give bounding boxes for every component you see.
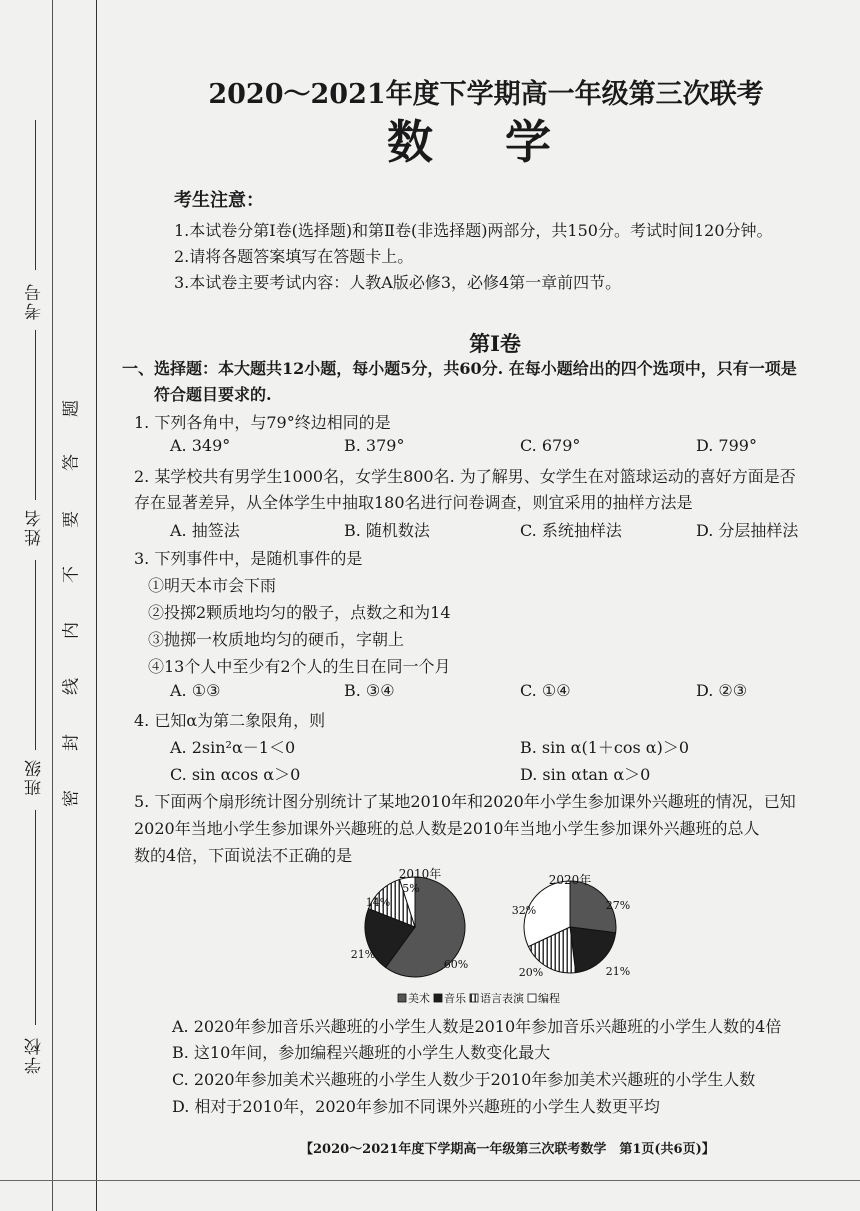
question-2-stem-cont: 存在显著差异，从全体学生中抽取180名进行问卷调查，则宜采用的抽样方法是 <box>134 493 693 512</box>
legend-swatch <box>398 994 406 1002</box>
notice-item: 2.请将各题答案填写在答题卡上。 <box>174 247 414 266</box>
question-3-stem: 3. 下列事件中，是随机事件的是 <box>134 549 363 568</box>
pie-slice-label: 21% <box>605 965 631 978</box>
section-title: 第Ⅰ卷 <box>469 331 521 356</box>
q3-item: ②投掷2颗质地均匀的骰子，点数之和为14 <box>148 603 451 622</box>
notice-item: 1.本试卷分第Ⅰ卷(选择题)和第Ⅱ卷(非选择题)两部分，共150分。考试时间120分钟。 <box>174 221 773 240</box>
school-label: 学校 <box>25 1036 45 1074</box>
q2-option-b: B. 随机数法 <box>344 521 430 540</box>
legend-swatch <box>528 994 536 1002</box>
seal-char: 答 <box>61 454 82 471</box>
q3-option-a: A. ①③ <box>170 681 221 700</box>
q3-option-d: D. ②③ <box>696 681 748 700</box>
notice-item: 3.本试卷主要考试内容：人教A版必修3，必修4第一章前四节。 <box>174 273 622 292</box>
q3-option-b: B. ③④ <box>344 681 395 700</box>
q5-option-b: B. 这10年间，参加编程兴趣班的小学生人数变化最大 <box>172 1043 551 1062</box>
q2-option-c: C. 系统抽样法 <box>520 521 622 540</box>
legend-label: 音乐 <box>444 992 466 1005</box>
q3-option-c: C. ①④ <box>520 681 571 700</box>
question-5-stem-cont2: 数的4倍，下面说法不正确的是 <box>134 846 353 865</box>
legend-label: 编程 <box>538 992 560 1005</box>
exam-title: 2020～2021年度下学期高一年级第三次联考 <box>208 79 764 110</box>
question-5-stem: 5. 下面两个扇形统计图分别统计了某地2010年和2020年小学生参加课外兴趣班的情况，已知 <box>134 792 796 811</box>
class-blank <box>35 560 36 750</box>
pie-slice-label: 21% <box>350 948 376 961</box>
q2-option-d: D. 分层抽样法 <box>696 521 799 540</box>
subject-title: 数学 <box>387 115 623 169</box>
seal-char: 密 <box>61 790 82 807</box>
pie-slice-label: 5% <box>402 882 420 895</box>
pie-slice-label: 60% <box>443 958 469 971</box>
seal-char: 要 <box>61 511 82 528</box>
q4-option-c: C. sin αcos α＞0 <box>170 765 301 784</box>
q5-option-c: C. 2020年参加美术兴趣班的小学生人数少于2010年参加美术兴趣班的小学生人数 <box>172 1070 756 1089</box>
question-5-stem-cont: 2020年当地小学生参加课外兴趣班的总人数是2010年当地小学生参加课外兴趣班的总人 <box>134 819 760 838</box>
name-label: 姓名 <box>25 508 45 546</box>
question-1-stem: 1. 下列各角中，与79°终边相同的是 <box>134 413 391 432</box>
school-blank <box>35 810 36 1025</box>
q1-option-b: B. 379° <box>344 436 405 455</box>
bottom-rule <box>0 1180 860 1181</box>
q4-option-d: D. sin αtan α＞0 <box>520 765 651 784</box>
section-instruction: 一、选择题：本大题共12小题，每小题5分，共60分. 在每小题给出的四个选项中，只有一项是 <box>122 359 797 378</box>
q1-option-c: C. 679° <box>520 436 581 455</box>
q3-item: ④13个人中至少有2个人的生日在同一个月 <box>148 657 451 676</box>
binding-line-inner <box>52 0 53 1211</box>
pie-slice-label: 20% <box>518 966 544 979</box>
notice-heading: 考生注意： <box>174 190 264 211</box>
binding-line <box>96 0 97 1211</box>
q3-item: ①明天本市会下雨 <box>148 576 277 595</box>
q5-option-a: A. 2020年参加音乐兴趣班的小学生人数是2010年参加音乐兴趣班的小学生人数的4倍 <box>172 1017 782 1036</box>
pie-slice-label: 32% <box>511 904 537 917</box>
q4-option-b: B. sin α(1＋cos α)＞0 <box>520 738 689 757</box>
pie-charts <box>330 864 660 1010</box>
seal-char: 内 <box>61 622 82 639</box>
question-2-stem: 2. 某学校共有男学生1000名，女学生800名. 为了解男、女学生在对篮球运动的喜好方面是否 <box>134 467 796 486</box>
q1-option-d: D. 799° <box>696 436 757 455</box>
page-footer: 【2020～2021年度下学期高一年级第三次联考数学 第1页(共6页)】 <box>300 1142 715 1157</box>
seal-char: 封 <box>61 734 82 751</box>
pie-title: 2010年 <box>398 867 442 881</box>
q2-option-a: A. 抽签法 <box>170 521 240 540</box>
seal-char: 不 <box>61 566 82 583</box>
q5-option-d: D. 相对于2010年，2020年参加不同课外兴趣班的小学生人数更平均 <box>172 1097 660 1116</box>
seal-char: 线 <box>61 678 82 695</box>
q3-item: ③抛掷一枚质地均匀的硬币，字朝上 <box>148 630 405 649</box>
q1-option-a: A. 349° <box>170 436 231 455</box>
pie-slice-label: 14% <box>365 896 391 909</box>
section-instruction-cont: 符合题目要求的. <box>154 385 272 404</box>
legend-label: 语言表演 <box>480 992 524 1005</box>
legend-swatch <box>434 994 442 1002</box>
pie-slice-label: 27% <box>605 899 631 912</box>
legend-swatch <box>470 994 478 1002</box>
legend-label: 美术 <box>408 992 430 1005</box>
question-4-stem: 4. 已知α为第二象限角，则 <box>134 711 326 730</box>
pie-title: 2020年 <box>548 873 592 887</box>
class-label: 班级 <box>25 758 45 796</box>
exam-no-label: 考号 <box>25 282 45 320</box>
seal-char: 题 <box>61 400 82 417</box>
q4-option-a: A. 2sin²α－1＜0 <box>170 738 296 757</box>
